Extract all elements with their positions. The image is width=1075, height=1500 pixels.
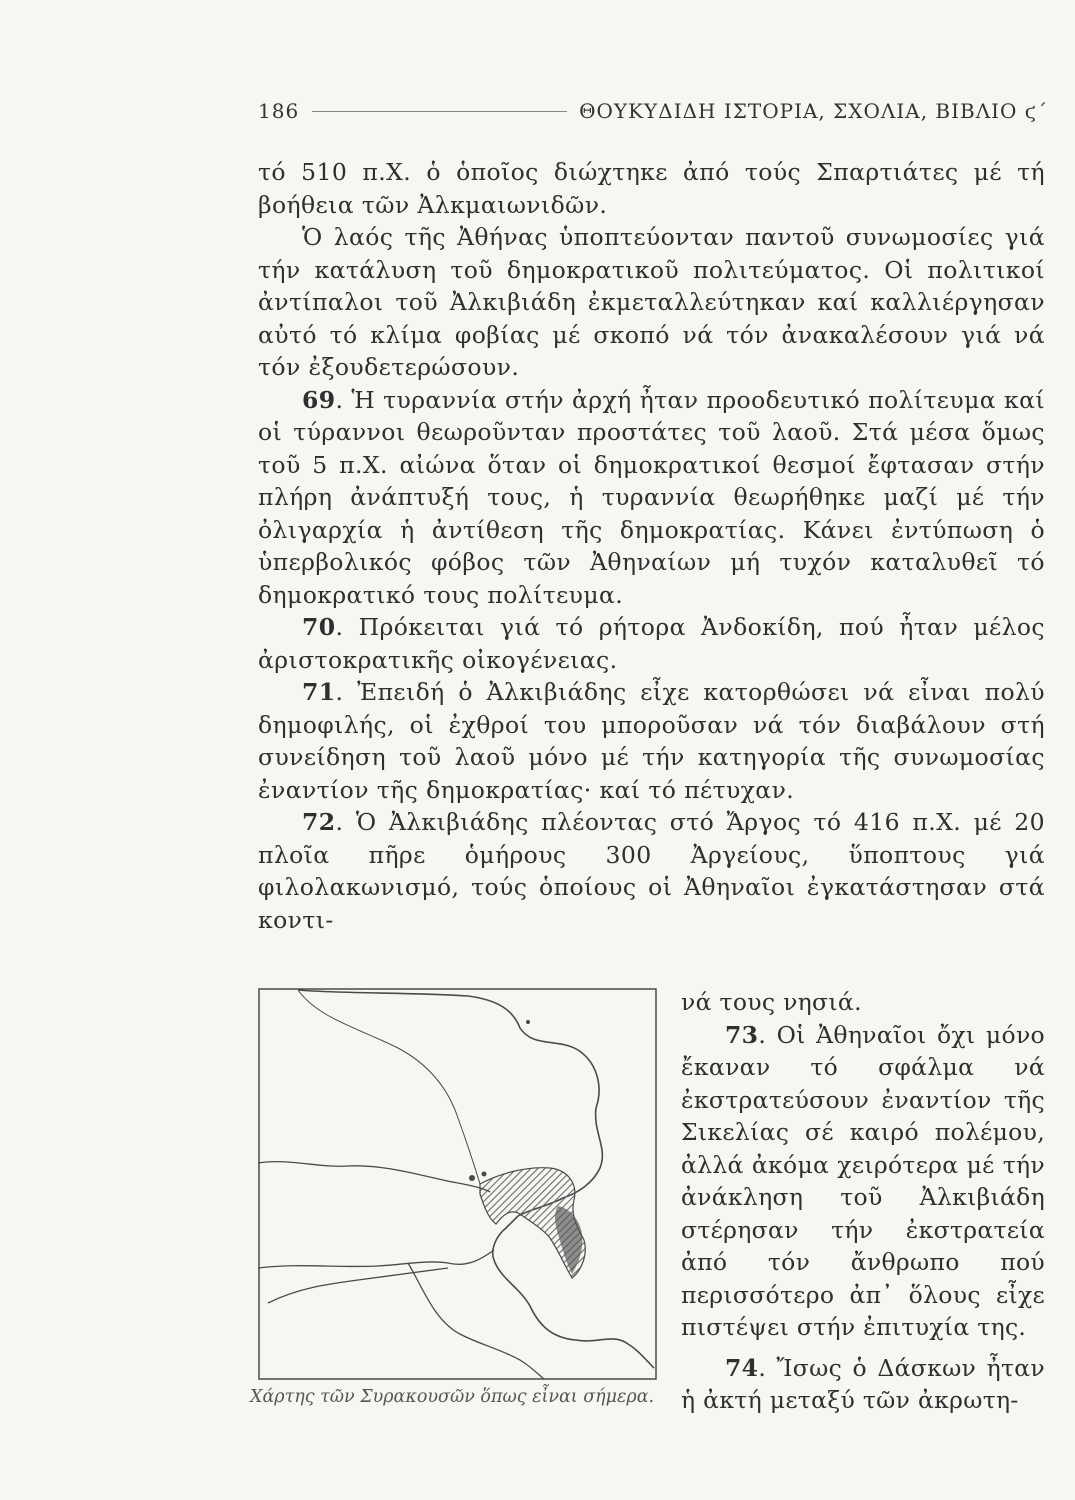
site-marker [469,1175,475,1181]
site-marker [482,1172,487,1177]
note-71-text: . Ἐπειδή ὁ Ἀλκιβιάδης εἶχε κατορθώσει νά εἶναι πολύ δημοφιλής, οἱ ἐχθροί του μποροῦσαν νά τόν διαβάλουν στή συνείδηση τοῦ λαοῦ μόνο μέ τήν κατηγορία τῆς συνωμοσίας ἐναντίον τῆς δημοκρατίας· καί τό πέτυχαν. [258,678,1045,804]
river-north [258,1162,490,1192]
syracuse-map [258,988,657,1380]
header-rule [312,111,567,112]
note-70 [258,611,1045,676]
running-head [258,96,1048,126]
note-72-number: 72 [302,808,336,836]
note-74-text: . Ἴσως ὁ Δάσκων ἦταν ἡ ἀκτή μεταξύ τῶν ἀκρωτη- [681,1353,1045,1414]
running-title: ΘΟΥΚΥΔΙΔΗ ΙΣΤΟΡΙΑ, ΣΧΟΛΙΑ, ΒΙΒΛΙΟ ϛ΄ [579,99,1048,123]
note-74-number: 74 [725,1353,759,1382]
note-69-text: . Ἡ τυραννία στήν ἀρχή ἦταν προοδευτικό πολίτευμα καί οἱ τύραννοι θεωροῦνταν προστάτες τοῦ λαοῦ. Στά μέσα ὅμως τοῦ 5 π.Χ. αἰώνα ὅταν οἱ δημοκρατικοί θεσμοί ἔφτασαν στήν πλήρη ἀνάπτυξή τους, ἡ τυραννία θεωρήθηκε μαζί μέ τήν ὀλιγαρχία ἡ ἀντίθεση τῆς δημοκρατίας. Κάνει ἐντύπωση ὁ ὑπερβολικός φόβος τῶν Ἀθηναίων μή τυχόν καταλυθεῖ τό δημοκρατικό τους πολίτευμα. [258,385,1045,609]
site-marker [526,1020,530,1024]
note-72 [258,806,1045,936]
note-73-number: 73 [725,1020,759,1049]
page-number: 186 [258,99,300,123]
map-caption: Χάρτης τῶν Συρακουσῶν ὅπως εἶναι σήμερα. [250,1387,655,1407]
note-69-number: 69 [302,385,336,414]
note-73 [681,1019,1045,1344]
note-70-number: 70 [302,613,336,641]
note-69 [258,384,1045,612]
river-south [408,1263,544,1379]
map-drawing [258,988,657,1380]
note-72-text: . Ὁ Ἀλκιβιάδης πλέοντας στό Ἄργος τό 416 π.Χ. μέ 20 πλοῖα πῆρε ὁμήρους 300 Ἀργείους, ὕποπτους γιά φιλολακωνισμό, τούς ὁποίους οἱ Ἀθηναῖοι ἐγκατάστησαν στά κοντι- [258,808,1045,934]
main-text [258,156,1045,936]
note-73-text: . Οἱ Ἀθηναῖοι ὄχι μόνο ἔκαναν τό σφάλμα νά ἐκστρατεύσουν ἐναντίον τῆς Σικελίας σέ καιρό πολέμου, ἀλλά ἀκόμα χειρότερα μέ τήν ἀνάκληση τοῦ Ἀλκιβιάδη στέρησαν τήν ἐκστρατεία ἀπό τόν ἄνθρωπο πού περισσότερο ἀπ᾽ ὅλους εἶχε πιστέψει στήν ἐπιτυχία της. [681,1020,1045,1341]
road-line [298,990,480,1184]
note-74 [681,1352,1045,1417]
coastline [298,990,654,1368]
note-71 [258,676,1045,806]
note-70-text: . Πρόκειται γιά τό ρήτορα Ἀνδοκίδη, πού ἦταν μέλος ἀριστοκρατικῆς οἰκογένειας. [258,613,1045,674]
river-anapo [258,1250,494,1268]
note-72-end: νά τους νησιά. [681,988,862,1016]
note-71-number: 71 [302,678,336,706]
side-column [681,986,1045,1417]
map-frame [259,989,656,1379]
paragraph-intro: τό 510 π.Χ. ὁ ὁποῖος διώχτηκε ἀπό τούς Σπαρτιάτες μέ τή βοήθεια τῶν Ἀλκμαιωνιδῶν. [258,158,1045,219]
paragraph-people: Ὁ λαός τῆς Ἀθήνας ὑποπτεύονταν παντοῦ συνωμοσίες γιά τήν κατάλυση τοῦ δημοκρατικοῦ πολιτεύματος. Οἱ πολιτικοί ἀντίπαλοι τοῦ Ἀλκιβιάδη ἐκμεταλλεύτηκαν καί καλλιέργησαν αὐτό τό κλίμα φοβίας μέ σκοπό νά τόν ἀνακαλέσουν γιά νά τόν ἐξουδετερώσουν. [258,223,1045,381]
